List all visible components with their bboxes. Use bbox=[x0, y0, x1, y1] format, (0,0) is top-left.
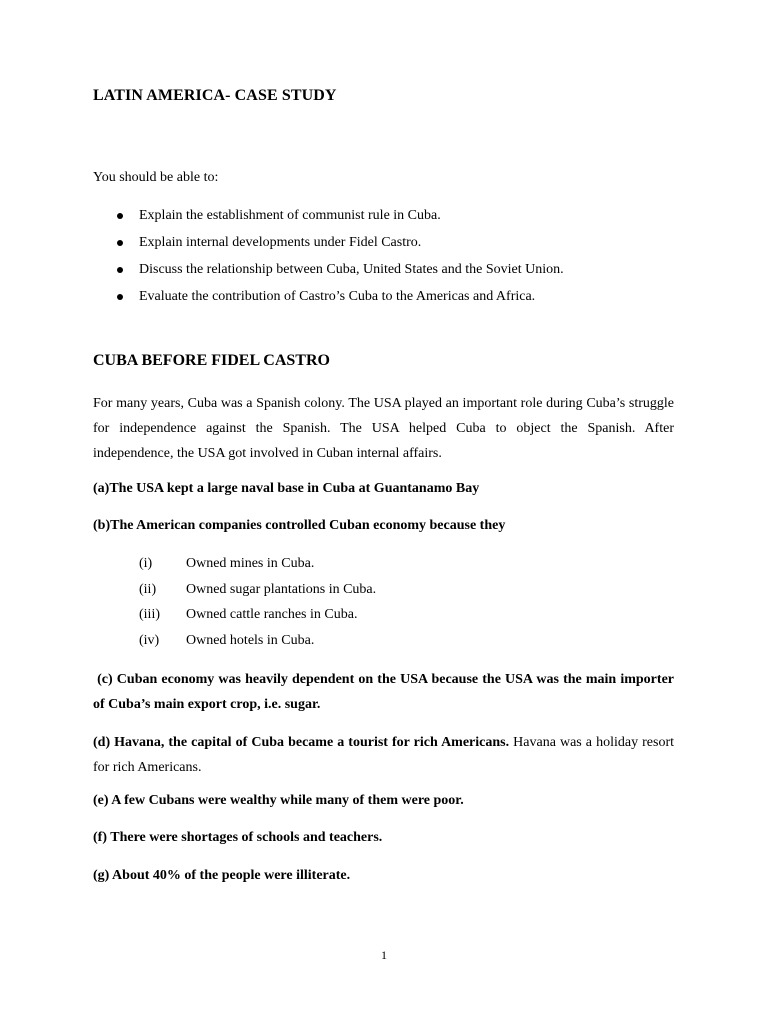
bullet-icon bbox=[117, 267, 123, 273]
sub-point-text: Owned cattle ranches in Cuba. bbox=[186, 607, 358, 622]
point-d bbox=[93, 730, 674, 780]
intro-text: You should be able to: bbox=[93, 170, 219, 185]
objective-text: Explain internal developments under Fidel Castro. bbox=[139, 235, 422, 250]
sub-point bbox=[139, 631, 539, 657]
sub-point bbox=[139, 580, 539, 606]
objective-text: Evaluate the contribution of Castro’s Cuba to the Americas and Africa. bbox=[139, 289, 536, 304]
sub-point-number: (ii) bbox=[139, 581, 157, 597]
sub-point-number: (i) bbox=[139, 556, 153, 571]
objective-text: Explain the establishment of communist rule in Cuba. bbox=[139, 208, 441, 223]
bullet-icon bbox=[117, 294, 123, 300]
sub-point-text: Owned hotels in Cuba. bbox=[186, 632, 315, 648]
objective-item bbox=[93, 233, 693, 260]
point-g: (g) About 40% of the people were illiterate. bbox=[93, 868, 351, 883]
point-d-bold: (d) Havana, the capital of Cuba became a tourist for rich Americans. bbox=[93, 735, 510, 750]
objective-item bbox=[93, 260, 693, 287]
sub-points-list bbox=[139, 554, 539, 656]
point-a: (a)The USA kept a large naval base in Cuba at Guantanamo Bay bbox=[93, 481, 480, 496]
sub-point-number: (iii) bbox=[139, 607, 160, 622]
sub-point bbox=[139, 554, 539, 580]
objective-text: Discuss the relationship between Cuba, United States and the Soviet Union. bbox=[139, 262, 564, 277]
objectives-list bbox=[93, 206, 693, 314]
body-paragraph: For many years, Cuba was a Spanish colony. The USA played an important role during Cuba’s struggle for independence against the Spanish. The USA helped Cuba to object the Spanish. After independence, the USA got involved in Cuban internal affairs. bbox=[93, 396, 674, 461]
sub-point-text: Owned sugar plantations in Cuba. bbox=[186, 581, 377, 597]
bullet-icon bbox=[117, 240, 123, 246]
bullet-icon bbox=[117, 213, 123, 219]
sub-point bbox=[139, 605, 539, 631]
point-e: (e) A few Cubans were wealthy while many of them were poor. bbox=[93, 793, 464, 808]
document-title: LATIN AMERICA- CASE STUDY bbox=[93, 87, 337, 104]
page-number: 1 bbox=[381, 948, 387, 962]
objective-item bbox=[93, 287, 693, 314]
point-d-rest: Havana was a holiday resort for rich Americans. bbox=[93, 735, 674, 775]
section-heading: CUBA BEFORE FIDEL CASTRO bbox=[93, 352, 330, 369]
point-f: (f) There were shortages of schools and teachers. bbox=[93, 830, 383, 845]
objective-item bbox=[93, 206, 693, 233]
sub-point-number: (iv) bbox=[139, 632, 160, 648]
sub-point-text: Owned mines in Cuba. bbox=[186, 556, 315, 571]
point-b: (b)The American companies controlled Cuban economy because they bbox=[93, 518, 506, 533]
point-c: (c) Cuban economy was heavily dependent on the USA because the USA was the main importer of Cuba’s main export crop, i.e. sugar. bbox=[93, 672, 674, 712]
